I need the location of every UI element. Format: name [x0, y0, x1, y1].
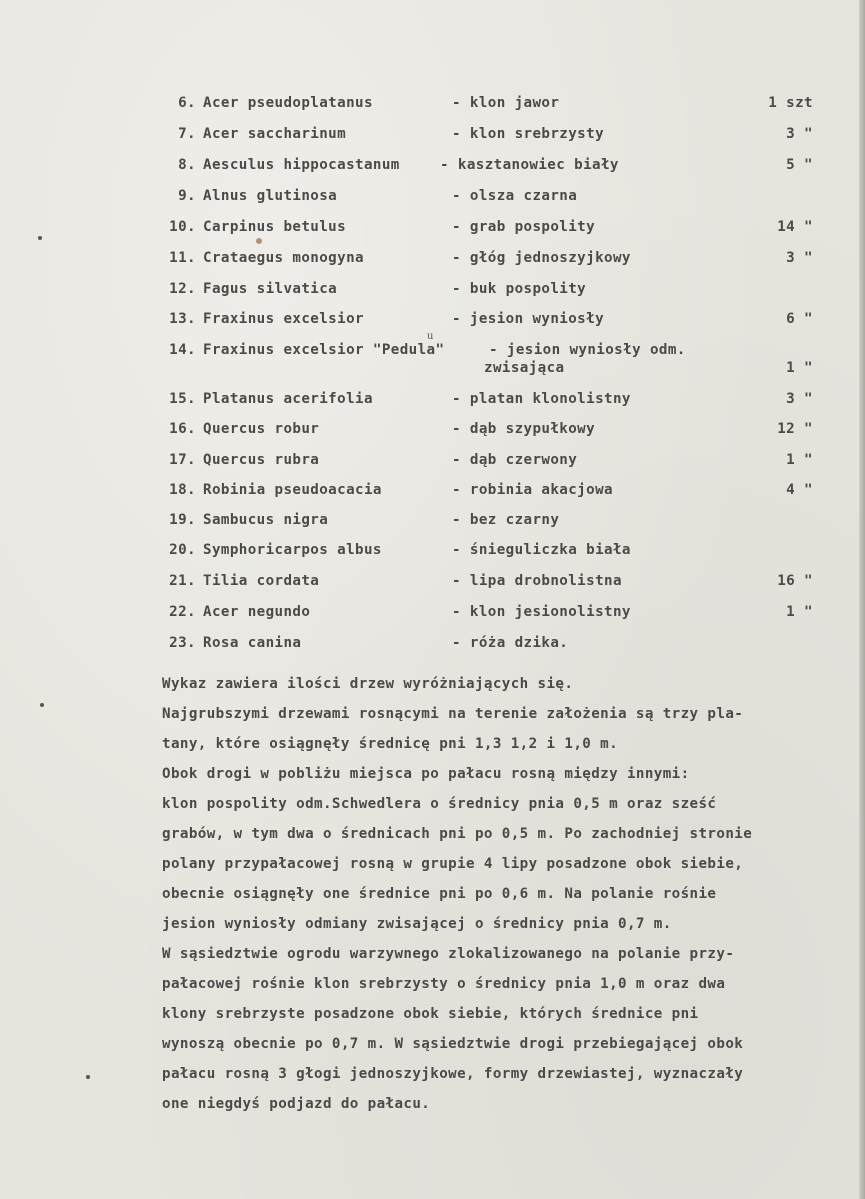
latin-name: Acer negundo: [203, 604, 311, 620]
list-item: [0, 421, 865, 443]
item-number: 21.: [169, 573, 196, 589]
latin-name: Platanus acerifolia: [203, 391, 373, 407]
list-item: [0, 95, 865, 117]
handwritten-correction: u: [427, 331, 434, 342]
tree-count: 16 ": [777, 573, 813, 589]
item-number: 17.: [169, 452, 196, 468]
latin-name: Crataegus monogyna: [203, 250, 364, 266]
tree-count: 3 ": [786, 250, 813, 266]
latin-name: Acer pseudoplatanus: [203, 95, 373, 111]
list-item: [0, 311, 865, 333]
list-item: [0, 126, 865, 148]
latin-name: Fraxinus excelsior "Pedula": [203, 342, 445, 358]
list-item: [0, 219, 865, 241]
page-edge-shadow: [859, 0, 865, 1199]
tree-count: 5 ": [786, 157, 813, 173]
list-item-continuation: [0, 360, 865, 382]
paragraph-line: polany przypałacowej rosną w grupie 4 lipy posadzone obok siebie,: [162, 856, 744, 872]
polish-name: - kasztanowiec biały: [440, 157, 619, 173]
latin-name: Fraxinus excelsior: [203, 311, 364, 327]
paragraph-line: klony srebrzyste posadzone obok siebie, których średnice pni: [162, 1006, 699, 1022]
paper-speck: [40, 703, 44, 707]
ink-stain: [256, 238, 262, 244]
polish-name: - głóg jednoszyjkowy: [452, 250, 631, 266]
paper-speck: [86, 1075, 90, 1079]
tree-count: 3 ": [786, 126, 813, 142]
tree-count: 14 ": [777, 219, 813, 235]
tree-count: 3 ": [786, 391, 813, 407]
list-item: [0, 635, 865, 657]
item-number: 22.: [169, 604, 196, 620]
polish-name: - olsza czarna: [452, 188, 578, 204]
polish-name: - klon srebrzysty: [452, 126, 605, 142]
list-item: [0, 512, 865, 534]
latin-name: Quercus robur: [203, 421, 320, 437]
item-number: 11.: [169, 250, 196, 266]
polish-name: - bez czarny: [452, 512, 560, 528]
polish-name-continuation: zwisająca: [484, 360, 565, 376]
polish-name: - dąb czerwony: [452, 452, 578, 468]
paragraph-line: Najgrubszymi drzewami rosnącymi na terenie założenia są trzy pla-: [162, 706, 744, 722]
list-item: [0, 542, 865, 564]
paragraph-line: klon pospolity odm.Schwedlera o średnicy pnia 0,5 m oraz sześć: [162, 796, 717, 812]
polish-name: - robinia akacjowa: [452, 482, 613, 498]
paragraph-line: obecnie osiągnęły one średnice pni po 0,6 m. Na polanie rośnie: [162, 886, 717, 902]
tree-count: 12 ": [777, 421, 813, 437]
latin-name: Carpinus betulus: [203, 219, 347, 235]
latin-name: Aesculus hippocastanum: [203, 157, 400, 173]
list-item: [0, 188, 865, 210]
paragraph-line: one niegdyś podjazd do pałacu.: [162, 1096, 431, 1112]
polish-name: - jesion wyniosły: [452, 311, 605, 327]
latin-name: Symphoricarpos albus: [203, 542, 382, 558]
paragraph-line: W sąsiedztwie ogrodu warzywnego zlokalizowanego na polanie przy-: [162, 946, 735, 962]
paragraph-line: grabów, w tym dwa o średnicach pni po 0,5 m. Po zachodniej stronie: [162, 826, 753, 842]
list-item: [0, 604, 865, 626]
item-number: 19.: [169, 512, 196, 528]
item-number: 9.: [178, 188, 196, 204]
paragraph-line: tany, które osiągnęły średnicę pni 1,3 1,2 i 1,0 m.: [162, 736, 619, 752]
latin-name: Sambucus nigra: [203, 512, 329, 528]
polish-name: - buk pospolity: [452, 281, 587, 297]
tree-count: 6 ": [786, 311, 813, 327]
tree-count: 1 ": [786, 360, 813, 376]
latin-name: Tilia cordata: [203, 573, 320, 589]
item-number: 16.: [169, 421, 196, 437]
paragraph-line: pałacu rosną 3 głogi jednoszyjkowe, formy drzewiastej, wyznaczały: [162, 1066, 744, 1082]
item-number: 15.: [169, 391, 196, 407]
latin-name: Acer saccharinum: [203, 126, 347, 142]
polish-name: - dąb szypułkowy: [452, 421, 596, 437]
list-item: [0, 281, 865, 303]
item-number: 12.: [169, 281, 196, 297]
item-number: 23.: [169, 635, 196, 651]
paper-speck: [38, 236, 42, 240]
item-number: 8.: [178, 157, 196, 173]
paragraph-line: wynoszą obecnie po 0,7 m. W sąsiedztwie drogi przebiegającej obok: [162, 1036, 744, 1052]
list-item: [0, 482, 865, 504]
list-item: [0, 157, 865, 179]
list-item: [0, 452, 865, 474]
list-item: [0, 573, 865, 595]
polish-name: - jesion wyniosły odm.: [489, 342, 686, 358]
list-item: [0, 250, 865, 272]
paragraph-line: pałacowej rośnie klon srebrzysty o średnicy pnia 1,0 m oraz dwa: [162, 976, 726, 992]
polish-name: - śnieguliczka biała: [452, 542, 631, 558]
item-number: 13.: [169, 311, 196, 327]
latin-name: Robinia pseudoacacia: [203, 482, 382, 498]
list-item: [0, 391, 865, 413]
latin-name: Rosa canina: [203, 635, 302, 651]
item-number: 14.: [169, 342, 196, 358]
polish-name: - lipa drobnolistna: [452, 573, 622, 589]
tree-count: 1 ": [786, 452, 813, 468]
tree-count: 1 szt: [768, 95, 813, 111]
polish-name: - grab pospolity: [452, 219, 596, 235]
item-number: 20.: [169, 542, 196, 558]
latin-name: Alnus glutinosa: [203, 188, 338, 204]
item-number: 18.: [169, 482, 196, 498]
latin-name: Fagus silvatica: [203, 281, 338, 297]
item-number: 6.: [178, 95, 196, 111]
item-number: 10.: [169, 219, 196, 235]
paragraph-line: Wykaz zawiera ilości drzew wyróżniających się.: [162, 676, 574, 692]
paragraph-line: jesion wyniosły odmiany zwisającej o średnicy pnia 0,7 m.: [162, 916, 672, 932]
latin-name: Quercus rubra: [203, 452, 320, 468]
tree-count: 4 ": [786, 482, 813, 498]
polish-name: - róża dzika.: [452, 635, 569, 651]
item-number: 7.: [178, 126, 196, 142]
polish-name: - klon jawor: [452, 95, 560, 111]
polish-name: - klon jesionolistny: [452, 604, 631, 620]
polish-name: - platan klonolistny: [452, 391, 631, 407]
paragraph-line: Obok drogi w pobliżu miejsca po pałacu rosną między innymi:: [162, 766, 690, 782]
tree-count: 1 ": [786, 604, 813, 620]
